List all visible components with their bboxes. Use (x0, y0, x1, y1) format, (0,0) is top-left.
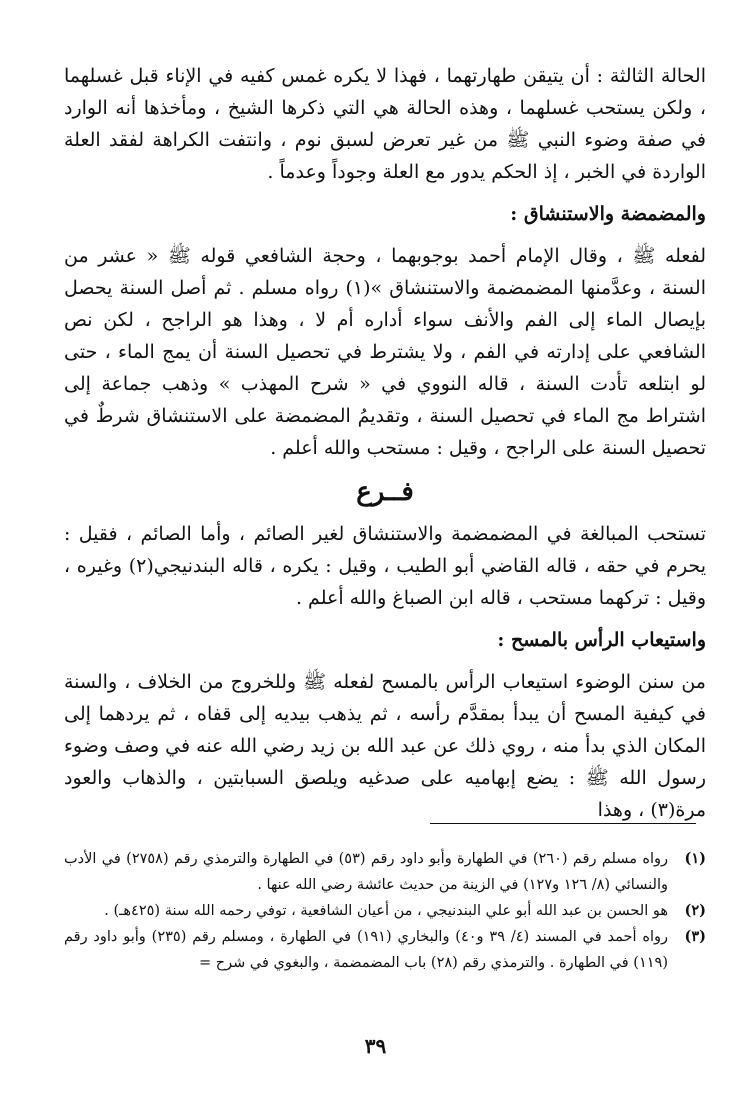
footnotes (64, 846, 706, 976)
footnote-item (64, 898, 706, 924)
footnote-number: (٣) (684, 928, 706, 945)
footnote-text: رواه أحمد في المسند (٤/ ٣٩ و٤٠) والبخاري (١٩١) في الطهارة ، ومسلم رقم (٢٣٥) وأبو داود رقم (١١٩) في الطهارة . والترمذي رقم (٢٨) باب المضمضمة ، والبغوي في شرح = (64, 929, 668, 971)
paragraph-third-case: الحالة الثالثة : أن يتيقن طهارتهما ، فهذا لا يكره غمس كفيه في الإناء قبل غسلهما ، ولكن يستحب غسلهما ، وهذه الحالة هي التي ذكرها الشيخ ، ومأخذها أنه الوارد في صفة وضوء النبي ﷺ من غير تعرض لسبق نوم ، وانتفت الكراهة لفقد العلة الواردة في الخبر ، إذ الحكم يدور مع العلة وجوداً وعدماً . (64, 65, 706, 183)
page-number: ٣٩ (364, 1034, 387, 1058)
spacer (64, 614, 706, 620)
footnote-item (64, 924, 706, 976)
paragraph-head-wiping: من سنن الوضوء استيعاب الرأس بالمسح لفعله ﷺ وللخروج من الخلاف ، والسنة في كيفية المسح أن يبدأ بمقدَّم رأسه ، ثم يذهب بيديه إلى قفاه ، ثم يردهما إلى المكان الذي بدأ منه ، روي ذلك عن عبد الله بن زيد رضي الله عنه في وصف وضوء رسول الله ﷺ : يضع إبهاميه على صدغيه ويلصق السبابتين ، والذهاب والعود مرة(٣) ، وهذا (64, 671, 706, 821)
footnote-number: (٢) (684, 902, 706, 919)
footnote-number: (١) (684, 850, 706, 867)
page-body (64, 60, 706, 826)
paragraph-mubalagha: تستحب المبالغة في المضمضمة والاستنشاق لغير الصائم ، وأما الصائم ، فقيل : يحرم في حقه ، قاله القاضي أبو الطيب ، وقيل : يكره ، قاله البندنيجي(٢) وغيره ، وقيل : تركهما مستحب ، قاله ابن الصباغ والله أعلم . (64, 523, 706, 609)
footnote-text: هو الحسن بن عبد الله أبو علي البندنيجي ، من أعيان الشافعية ، توفي رحمه الله سنة (٤٢٥هـ) . (104, 903, 668, 919)
spacer (64, 188, 706, 194)
section-title-far: فــرع (356, 477, 414, 507)
footnote-text: رواه مسلم رقم (٢٦٠) في الطهارة وأبو داود رقم (٥٣) في الطهارة والترمذي رقم (٢٧٥٨) في الأدب والنسائي (٨/ ١٢٦ و١٢٧) في الزينة من حديث عائشة رضي الله عنها . (64, 851, 668, 893)
heading-head-wiping: واستيعاب الرأس بالمسح : (497, 629, 706, 651)
paragraph-madmada: لفعله ﷺ ، وقال الإمام أحمد بوجوبهما ، وحجة الشافعي قوله ﷺ « عشر من السنة ، وعدَّمنها المضمضمة والاستنشاق »(١) رواه مسلم . ثم أصل السنة يحصل بإيصال الماء إلى الفم والأنف سواء أداره أم لا ، وهذا هو الراجح ، لكن نص الشافعي على إدارته في الفم ، ولا يشترط في تحصيل السنة أن يمج الماء ، حتى لو ابتلعه تأدت السنة ، قاله النووي في « شرح المهذب » وذهب جماعة إلى اشتراط مج الماء في تحصيل السنة ، وتقديمُ المضمضة على الاستنشاق شرطٌ في تحصيل السنة على الراجح ، وقيل : مستحب والله أعلم . (64, 245, 706, 459)
footnote-divider (430, 823, 696, 824)
heading-madmada: والمضمضة والاستنشاق : (510, 203, 706, 225)
footnote-item (64, 846, 706, 898)
